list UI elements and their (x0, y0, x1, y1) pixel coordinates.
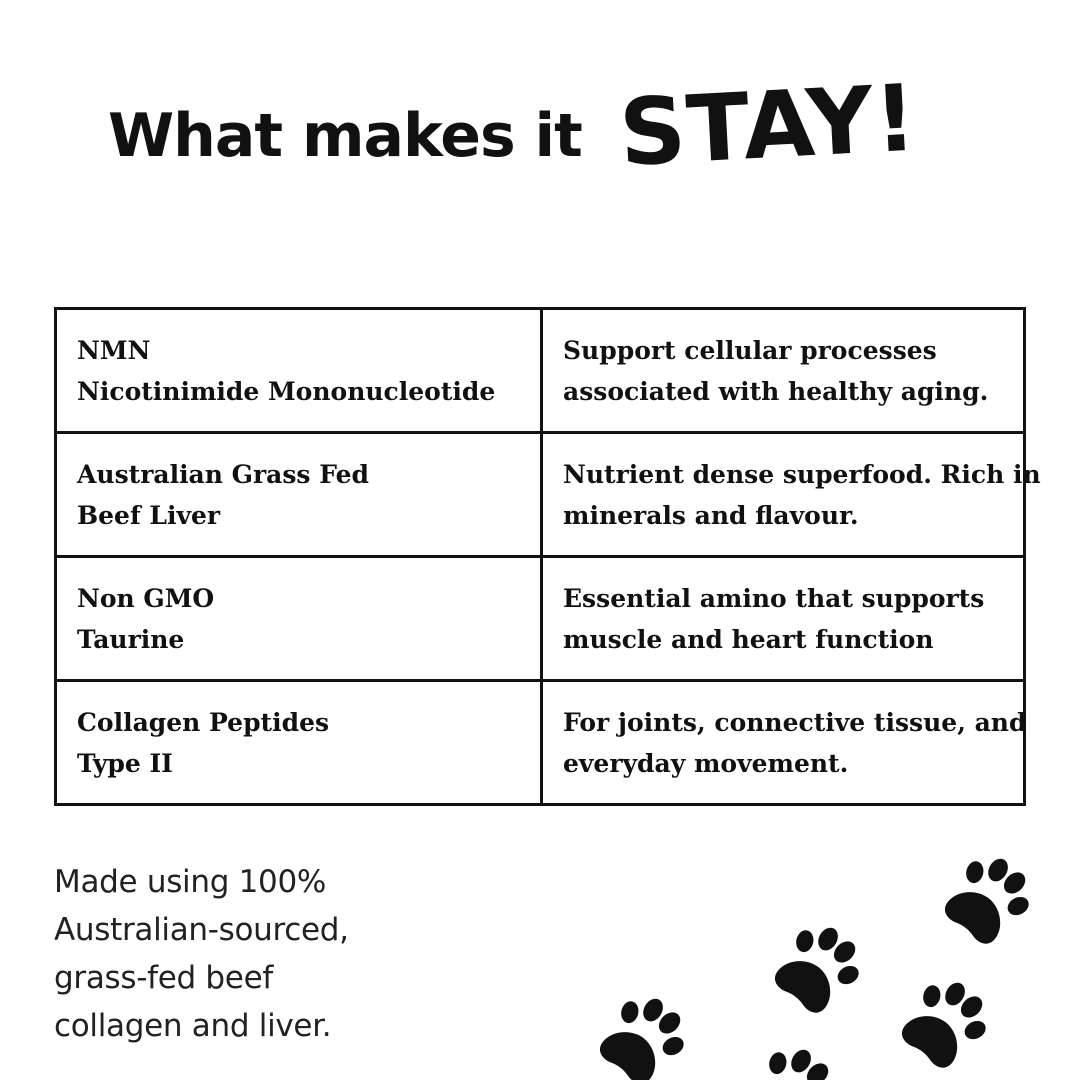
sourcing-note-line: grass-fed beef (54, 960, 273, 996)
sourcing-note-line: Australian-sourced, (54, 912, 349, 948)
table-row (56, 309, 1025, 433)
ingredient-benefit-cont: minerals and flavour. (563, 500, 859, 530)
ingredient-benefit-cont: everyday movement. (563, 748, 849, 778)
table-row (56, 681, 1025, 805)
paw-print-icon (763, 911, 876, 1024)
ingredient-name: Collagen Peptides (77, 707, 330, 737)
ingredient-benefit: Essential amino that supports (563, 583, 985, 613)
table-row (56, 557, 1025, 681)
ingredient-name-cell (56, 433, 542, 557)
sourcing-note-line: collagen and liver. (54, 1008, 332, 1044)
ingredient-name-cell (56, 681, 542, 805)
paw-print-icon (933, 842, 1046, 955)
ingredient-benefit-cont: associated with healthy aging. (563, 376, 989, 406)
ingredient-benefit: Nutrient dense superfood. Rich in (563, 459, 1041, 489)
ingredient-name-detail: Beef Liver (77, 500, 221, 530)
table-row (56, 433, 1025, 557)
ingredient-benefit-cell (542, 557, 1025, 681)
paw-print-icon (890, 966, 1003, 1079)
headline-emphasis: STAY! (616, 64, 920, 187)
ingredient-name: Australian Grass Fed (77, 459, 369, 489)
ingredient-benefit-cell (542, 433, 1041, 557)
headline-lead: What makes it (108, 101, 582, 171)
ingredient-benefit: For joints, connective tissue, and (563, 707, 1027, 737)
sourcing-note (54, 858, 414, 1050)
sourcing-note-line: Made using 100% (54, 864, 327, 900)
ingredient-name: Non GMO (77, 583, 215, 613)
ingredient-benefit-cont: muscle and heart function (563, 624, 934, 654)
paw-print-icon (588, 982, 701, 1080)
ingredient-benefit-cell (542, 309, 1025, 433)
paw-print-icon (736, 1033, 849, 1080)
ingredient-benefit-cell (542, 681, 1025, 805)
ingredient-name-detail: Taurine (77, 624, 185, 654)
ingredient-name-cell (56, 557, 542, 681)
ingredient-benefit: Support cellular processes (563, 335, 937, 365)
ingredients-table (54, 307, 1041, 806)
ingredient-name-cell (56, 309, 542, 433)
headline (108, 64, 920, 187)
ingredient-name-detail: Nicotinimide Mononucleotide (77, 376, 496, 406)
ingredient-name: NMN (77, 335, 151, 365)
ingredient-name-detail: Type II (77, 748, 173, 778)
